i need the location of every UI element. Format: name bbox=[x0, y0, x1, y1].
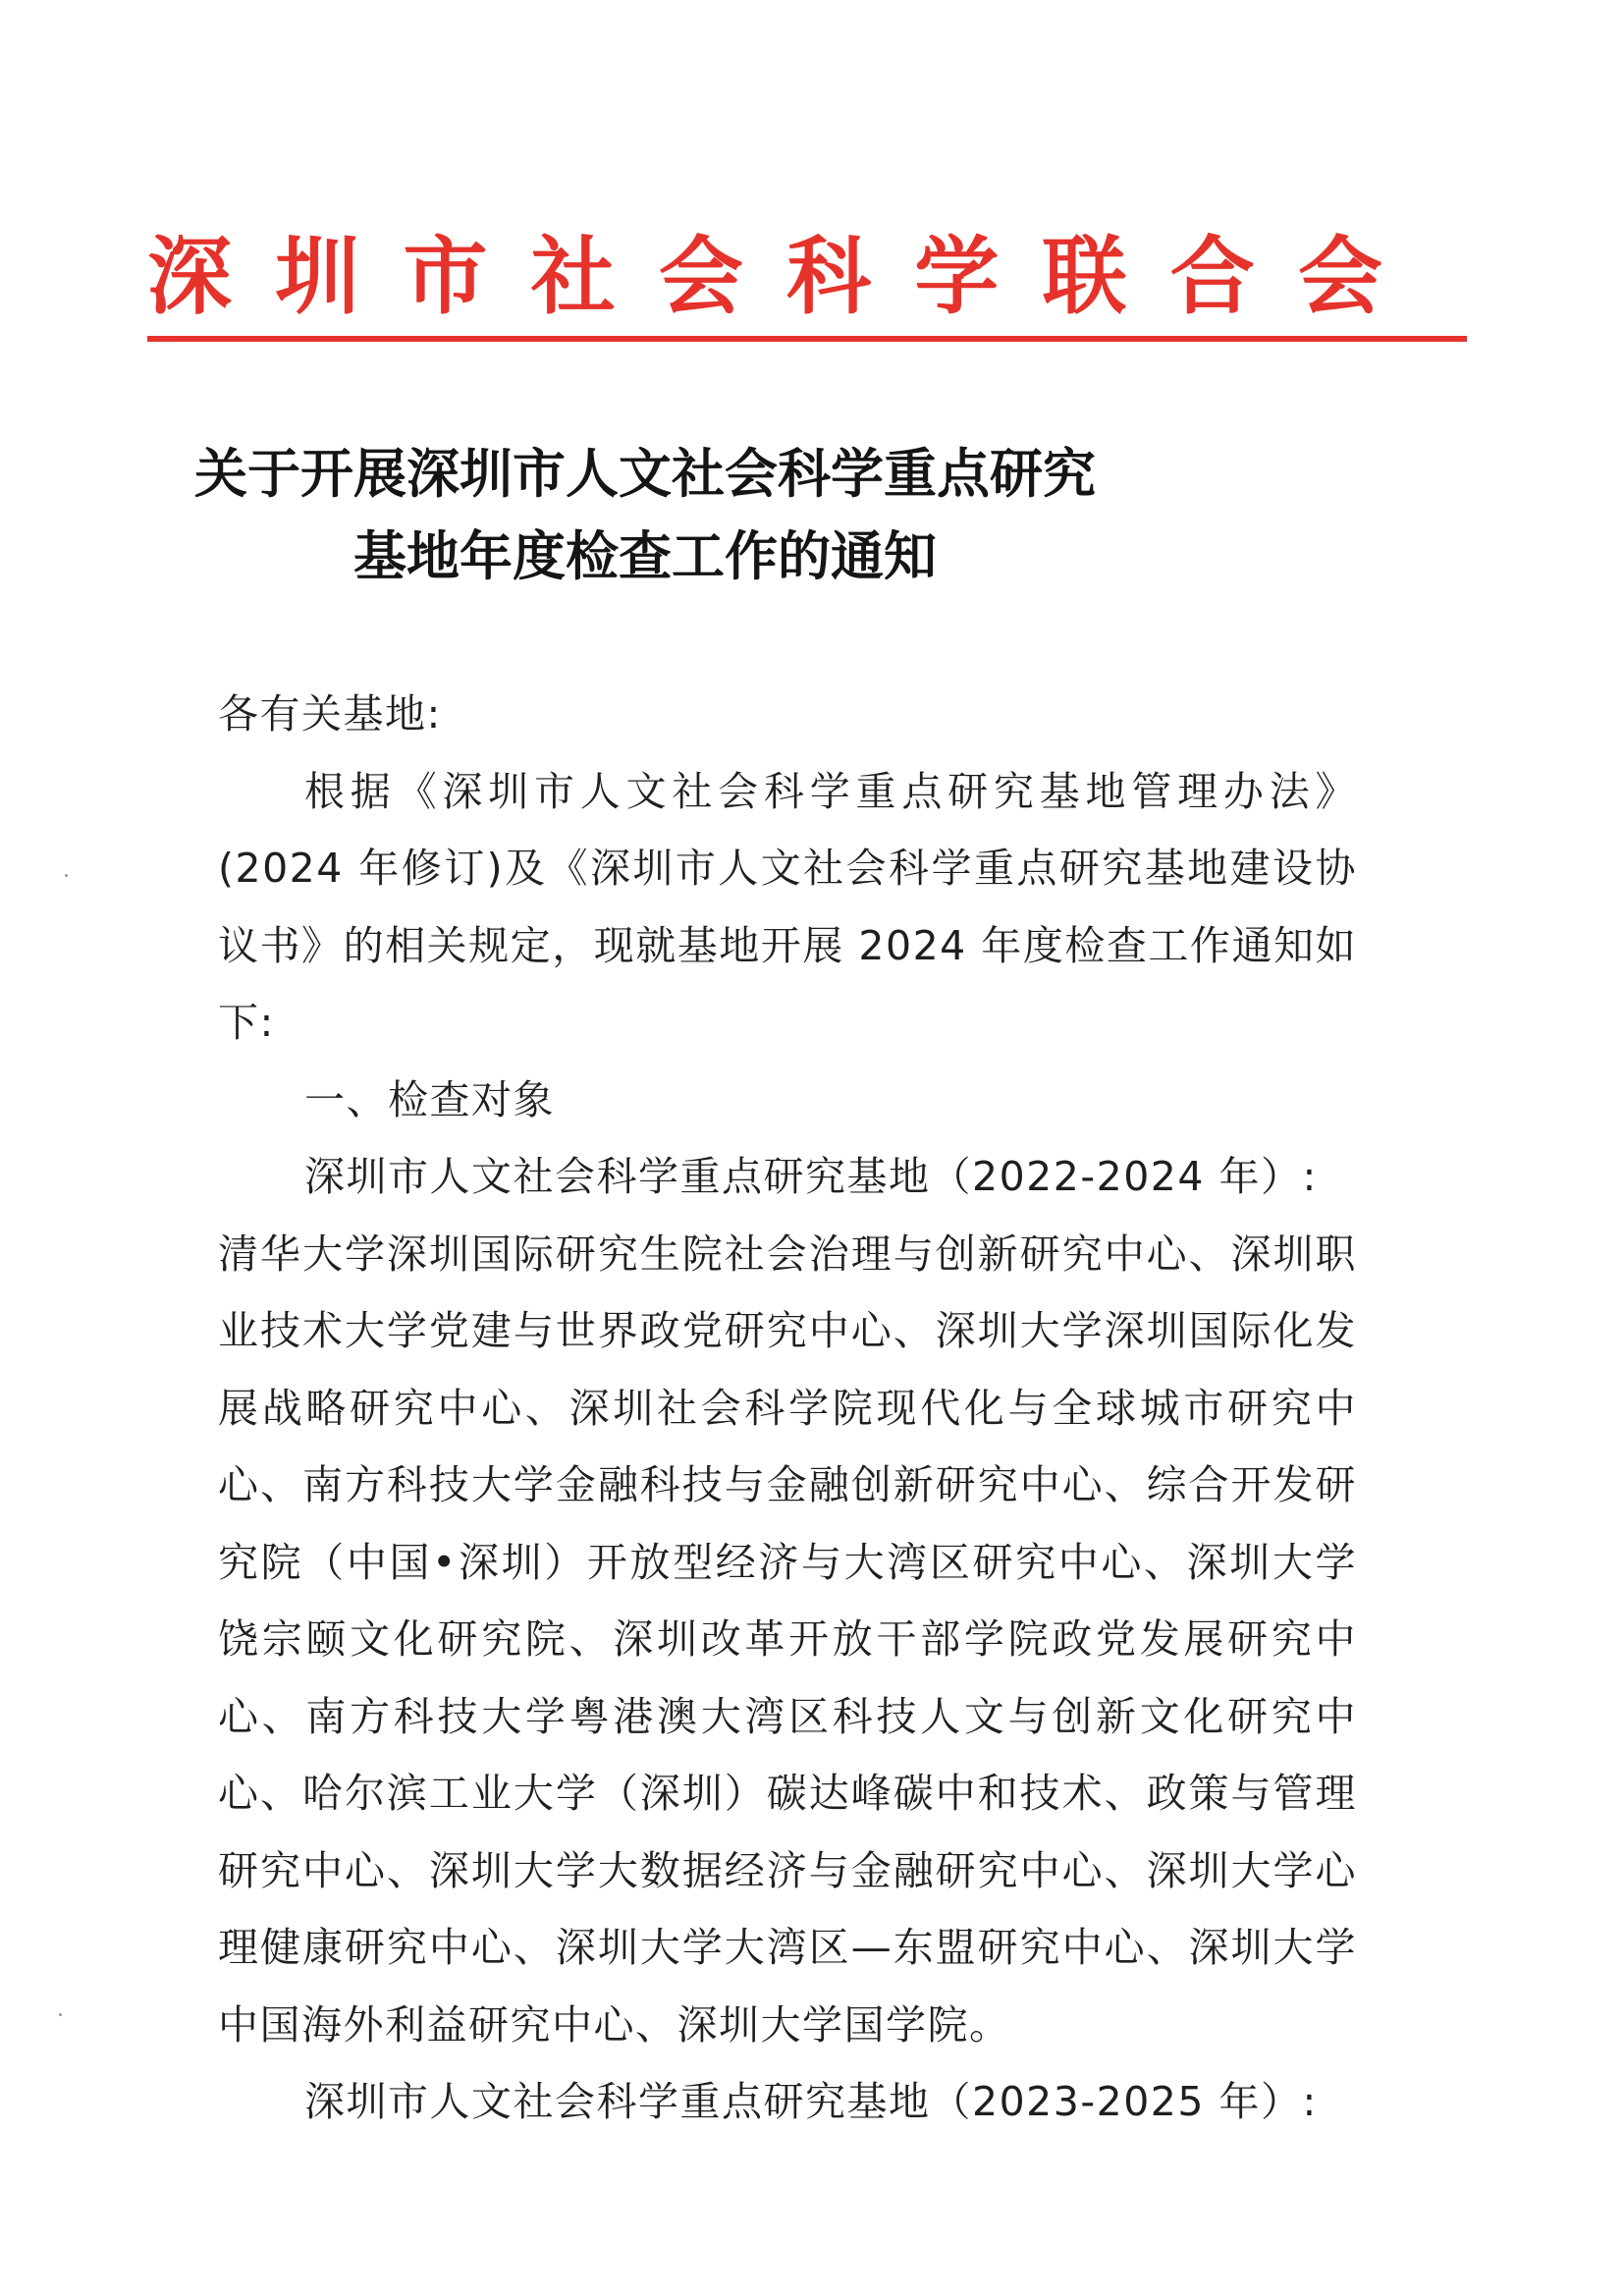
title-line-2: 基地年度检查工作的通知 bbox=[353, 524, 937, 587]
scan-speck bbox=[65, 874, 68, 877]
intro-paragraph: 根据《深圳市人文社会科学重点研究基地管理办法》(2024 年修订)及《深圳市人文社会科学重点研究基地建设协议书》的相关规定，现就基地开展 2024 年度检查工作通知如下: bbox=[218, 767, 1357, 1046]
masthead-red-rule bbox=[147, 336, 1467, 342]
base-group-2022-list: 清华大学深圳国际研究生院社会治理与创新研究中心、深圳职业技术大学党建与世界政党研究中心、深圳大学深圳国际化发展战略研究中心、深圳社会科学院现代化与全球城市研究中心、南方科技大学金融科技与金融创新研究中心、综合开发研究院（中国•深圳）开放型经济与大湾区研究中心、深圳大学饶宗颐文化研究院、深圳改革开放干部学院政党发展研究中心、南方科技大学粤港澳大湾区科技人文与创新文化研究中心、哈尔滨工业大学（深圳）碳达峰碳中和技术、政策与管理研究中心、深圳大学大数据经济与金融研究中心、深圳大学心理健康研究中心、深圳大学大湾区—东盟研究中心、深圳大学中国海外利益研究中心、深圳大学国学院。 bbox=[218, 1230, 1357, 2049]
scan-speck bbox=[59, 2013, 62, 2016]
document-title bbox=[147, 432, 1467, 597]
masthead-org-name: 深 圳 市 社 会 科 学 联 合 会 bbox=[147, 228, 1384, 326]
base-group-2022-intro: 深圳市人文社会科学重点研究基地（2022-2024 年）: bbox=[304, 1153, 1318, 1200]
base-group-2023-intro: 深圳市人文社会科学重点研究基地（2023-2025 年）: bbox=[304, 2078, 1318, 2125]
section-heading-1: 一、检查对象 bbox=[304, 1075, 555, 1123]
salutation: 各有关基地: bbox=[218, 690, 442, 738]
document-body bbox=[218, 676, 1357, 2141]
title-line-1: 关于开展深圳市人文社会科学重点研究 bbox=[194, 442, 1096, 505]
